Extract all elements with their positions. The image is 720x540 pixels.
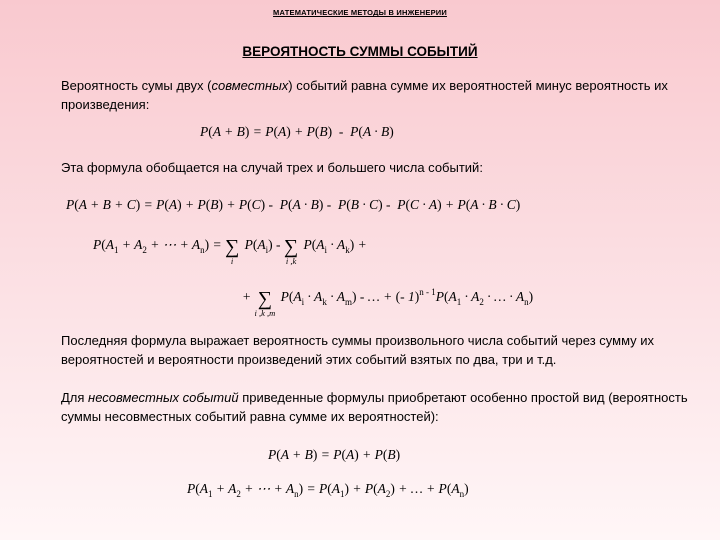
- intro-text-after: ) событий равна сумме их вероятностей минус вероятность их произведения:: [61, 78, 668, 112]
- generalization-paragraph: Эта формула обобщается на случай трех и большего числа событий:: [61, 160, 483, 175]
- formula-n-events-line2: + ∑ i ,k ,m $P(A_i \cdot A_k \cdot A_m)$ - … + (- $1)^{n - 1}P(A_1 \cdot A_2$ · … · $A_n$): [242, 287, 534, 318]
- incompatible-paragraph: [61, 388, 691, 426]
- explanation-paragraph: Последняя формула выражает вероятность суммы произвольного числа событий через сумму их вероятностей и вероятности произведений этих событий взятых по два, три и т.д.: [61, 333, 655, 367]
- formula-incompatible-two: P(A + B) = P(A) + P(B): [268, 447, 401, 462]
- incompatible-text-after: приведенные формулы приобретают особенно простой вид (вероятность суммы несовместных событий равна сумме их вероятностей):: [61, 390, 688, 424]
- formula-n-events-line1: $P(A_1 + A_2$ + ⋯ + $A_n$) = ∑ i $P(A_i)$ - ∑ i ,k $P(A_i \cdot A_k)$ +: [93, 236, 367, 266]
- slide-header: МАТЕМАТИЧЕСКИЕ МЕТОДЫ В ИНЖЕНЕРИИ: [273, 8, 447, 17]
- intro-text-before: Вероятность сумы двух (: [61, 78, 212, 93]
- formula-two-events: P(A + B) = P(A) + P(B) - P(A · B): [200, 124, 394, 139]
- formula-three-events: P(A + B + C) = P(A) + P(B) + P(C) - P(A · B) - P(B · C) - P(C · A) + P(A · B · C): [66, 197, 521, 212]
- intro-paragraph: [61, 76, 691, 114]
- intro-emphasis: совместных: [211, 78, 289, 93]
- incompatible-emphasis: несовместных событий: [88, 390, 239, 405]
- slide-title: ВЕРОЯТНОСТЬ СУММЫ СОБЫТИЙ: [242, 44, 478, 59]
- incompatible-text-before: Для: [61, 390, 89, 405]
- formula-incompatible-n: $P(A_1 + A_2$ + ⋯ + $A_n) = P(A_1) + P(A_2)$ + … + $P(A_n)$: [187, 481, 469, 499]
